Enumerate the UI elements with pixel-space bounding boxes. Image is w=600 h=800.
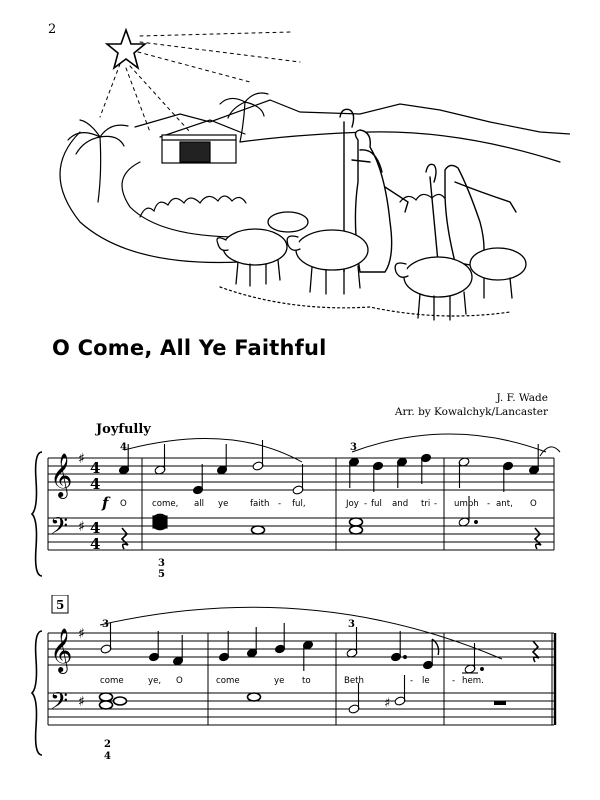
time-sig-bass-top: 4 <box>90 519 101 537</box>
key-sharp-bass: ♯ <box>78 694 85 710</box>
lyrics-line-1 <box>120 499 537 509</box>
lyric: faith <box>250 499 270 509</box>
lyric: hem. <box>462 676 484 686</box>
lyric: ful <box>371 499 382 509</box>
stable <box>160 120 245 163</box>
sharp-accidental: ♯ <box>384 696 391 711</box>
lyric: Beth <box>344 676 364 686</box>
fingering-rh-3: 3 <box>348 619 355 630</box>
lyric: O <box>120 499 127 509</box>
dynamic-forte: f <box>102 494 109 512</box>
lyric: Joy <box>346 499 359 509</box>
lyric: ant, <box>496 499 513 509</box>
lyrics-line-2 <box>100 676 484 686</box>
music-system-1 <box>30 430 570 580</box>
lyric: - <box>452 676 456 686</box>
lyric: all <box>194 499 205 509</box>
slur-tie <box>540 447 560 456</box>
time-sig-bass-bottom: 4 <box>90 535 101 553</box>
lyric: O <box>530 499 537 509</box>
measure-number: 5 <box>56 598 65 612</box>
measure-5-treble <box>100 623 183 666</box>
fingering-lh-2: 2 <box>104 739 111 750</box>
lyric: O <box>176 676 183 686</box>
bushes <box>140 196 246 217</box>
palm-left <box>68 120 128 202</box>
fingering-rh-3: 3 <box>102 619 109 630</box>
lyric: come <box>100 676 124 686</box>
slur-1 <box>124 438 302 462</box>
time-sig-treble-bottom: 4 <box>90 475 101 493</box>
arranger-credit: Arr. by Kowalchyk/Lancaster <box>394 406 548 418</box>
lyric: tri <box>421 499 431 509</box>
grand-staff-brace <box>32 452 42 576</box>
tempo-marking: Joyfully <box>96 422 151 437</box>
quarter-rest <box>122 528 128 549</box>
lyric: - <box>278 499 282 509</box>
ground <box>220 287 510 316</box>
quarter-rest <box>533 641 539 662</box>
key-sharp-treble: ♯ <box>78 626 85 642</box>
composer-credit: J. F. Wade <box>496 392 548 404</box>
page-number: 2 <box>48 22 57 37</box>
lyric: come, <box>152 499 179 509</box>
lyric: umph <box>454 499 479 509</box>
song-title: O Come, All Ye Faithful <box>52 336 327 360</box>
time-sig-treble-top: 4 <box>90 459 101 477</box>
fingering-lh-3: 3 <box>158 558 165 569</box>
whole-rest <box>494 701 506 705</box>
lyric: ye, <box>148 676 162 686</box>
lyric: ye <box>274 676 285 686</box>
treble-clef: 𝄞 <box>50 453 73 497</box>
lyric: - <box>364 499 368 509</box>
lyric: - <box>434 499 438 509</box>
measure-8-treble <box>462 641 539 674</box>
key-sharp-bass: ♯ <box>78 519 85 535</box>
lyric: - <box>487 499 491 509</box>
grand-staff-brace <box>32 631 42 755</box>
bass-notes-system-2 <box>100 675 507 762</box>
star-of-bethlehem <box>107 30 145 68</box>
measure-2-treble <box>154 440 304 495</box>
fingering-lh-4: 4 <box>104 751 111 762</box>
measure-3-treble <box>349 453 432 492</box>
lyric: ye <box>218 499 229 509</box>
lyric: come <box>216 676 240 686</box>
fingering-rh-3: 3 <box>350 442 357 453</box>
music-system-2 <box>30 595 570 785</box>
treble-clef: 𝄞 <box>50 628 73 672</box>
slur-2 <box>352 434 546 452</box>
lyric: le <box>422 676 430 686</box>
bass-staff <box>48 518 554 550</box>
lyric: - <box>410 676 414 686</box>
lyric: ful, <box>292 499 306 509</box>
lyric: to <box>302 676 311 686</box>
fingering-lh-5: 5 <box>158 569 165 580</box>
key-sharp-treble: ♯ <box>78 451 85 467</box>
bass-clef: 𝄢 <box>50 512 69 545</box>
lyric: and <box>392 499 409 509</box>
measure-6-treble <box>219 623 314 671</box>
mountains <box>135 100 570 134</box>
nativity-illustration <box>40 22 570 327</box>
bass-clef: 𝄢 <box>50 687 69 720</box>
measure-4-treble <box>458 444 539 492</box>
fingering-rh-4: 4 <box>120 442 127 453</box>
